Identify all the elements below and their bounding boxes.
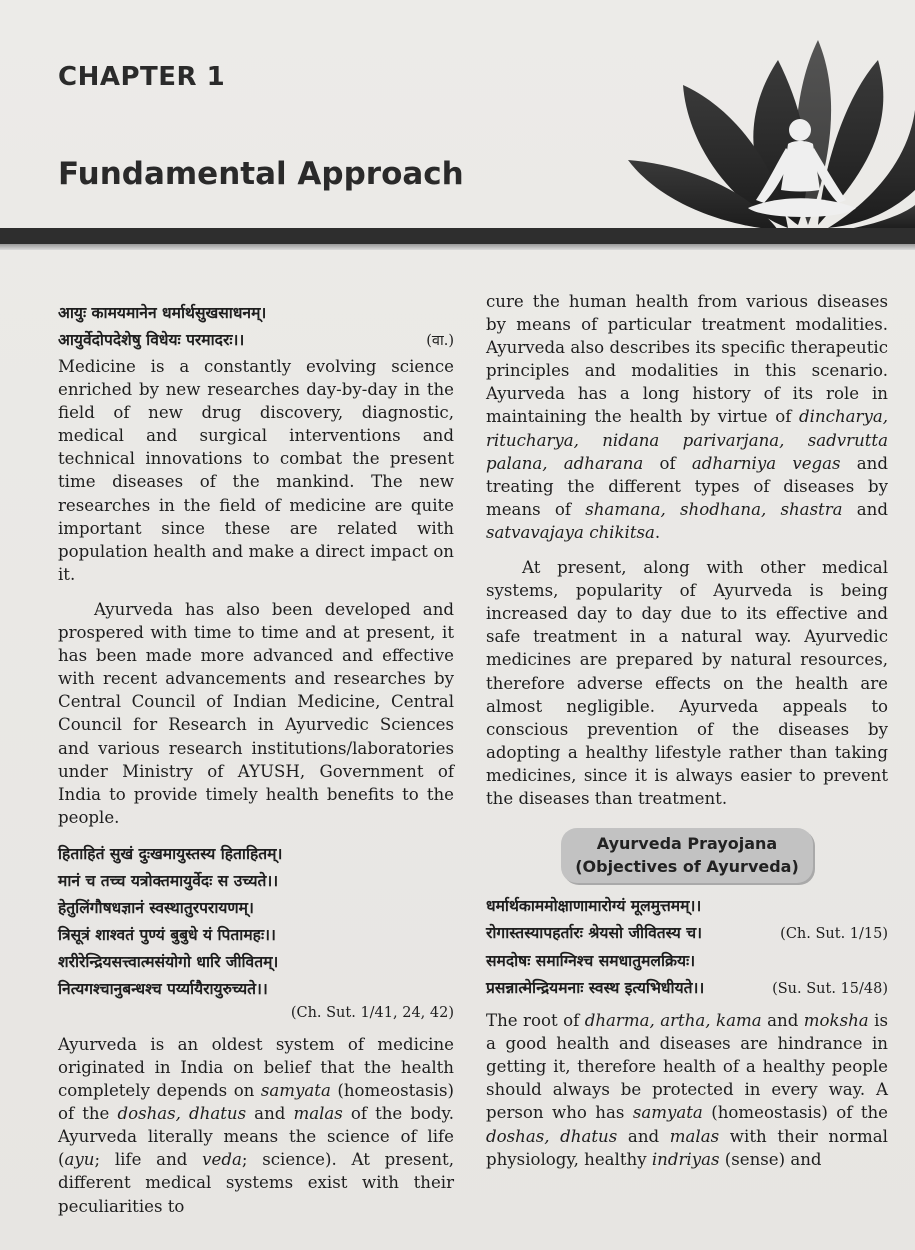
chapter-title: Fundamental Approach — [58, 156, 464, 192]
verse-line: धर्मार्थकाममोक्षाणामारोग्यं मूलमुत्तमम्।। — [486, 897, 702, 916]
lotus-meditation-icon — [628, 40, 915, 230]
header-divider-bar — [0, 228, 915, 244]
verse-reference: (वा.) — [426, 333, 454, 349]
verse-line: रोगास्तस्यापहर्तारः श्रेयसो जीवितस्य च। — [486, 924, 703, 943]
verse-line: त्रिसूत्रं शाश्वतं पुण्यं बुबुधे यं पितामहः।। — [58, 925, 276, 944]
sanskrit-verse-3 — [486, 893, 888, 1003]
verse-line: हिताहितं सुखं दुःखमायुस्तस्य हिताहितम्। — [58, 844, 283, 863]
verse-reference: (Ch. Sut. 1/15) — [780, 926, 888, 943]
verse-line: मानं च तच्च यत्रोक्तमायुर्वेदः स उच्यते।। — [58, 871, 279, 890]
paragraph: At present, along with other medical systems, popularity of Ayurveda is being increased day to day due to its effective and safe treatment in a natural way. Ayurvedic medicines are prepared by natural resources, therefore adverse effects on the health are almost negligible. Ayurveda appeals to conscious prevention of the diseases by adopting a healthy lifestyle rather than taking medicines, since it is always easier to prevent the diseases than treatment. — [486, 558, 888, 808]
section-heading: Ayurveda Prayojana (Objectives of Ayurveda) — [561, 828, 813, 883]
paragraph: Ayurveda is an oldest system of medicine originated in India on belief that the health completely depends on samyata (homeostasis) of the doshas, dhatus and malas of the body. Ayurveda literally means the science of life (ayu; life and veda; science). At present, different medical systems exist with their peculiarities to — [58, 1034, 454, 1216]
paragraph: The root of dharma, artha, kama and moksha is a good health and diseases are hindrance in getting it, therefore health of a healthy people should always be protected in every way. A person who has samyata (homeostasis) of the doshas, dhatus and malas with their normal physiology, healthy indriyas (sense) and — [486, 1011, 889, 1169]
verse-line: नित्यगश्चानुबन्धश्च पर्य्यायैरायुरुच्यते।। — [58, 979, 268, 998]
sanskrit-verse-1 — [58, 300, 454, 355]
sanskrit-verse-2 — [58, 841, 454, 1003]
verse-line: प्रसन्नात्मेन्द्रियमनाः स्वस्थ इत्यभिधीयते।। — [486, 979, 705, 998]
verse-line: आयुर्वेदोपदेशेषु विधेयः परमादरः।। — [58, 331, 245, 349]
verse-reference: (Ch. Sut. 1/41, 24, 42) — [290, 1004, 454, 1021]
verse-line: समदोषः समाग्निश्च समधातुमलक्रियः। — [486, 952, 696, 971]
verse-reference: (Su. Sut. 15/48) — [772, 981, 888, 998]
header-divider-shadow — [0, 244, 915, 250]
chapter-label: CHAPTER 1 — [58, 62, 226, 92]
verse-line: शरीरेन्द्रियसत्त्वात्मसंयोगो धारि जीवितम्। — [58, 952, 279, 971]
paragraph: Ayurveda has also been developed and prospered with time to time and at present, it has been made more advanced and effective with recent advancements and researches by Central Council of Indian Medicine, Central Council for Research in Ayurvedic Sciences and various research institutions/laboratories under Ministry of AYUSH, Government of India to provide timely health benefits to the people. — [58, 599, 454, 827]
right-column — [486, 290, 888, 1171]
paragraph: Medicine is a constantly evolving science enriched by new researches day-by-day in the field of new drug discovery, diagnostic, medical and surgical interventions and technical innovations to combat the present time diseases of the mankind. The new researches in the field of medicine are quite important since these are related with population health and make a direct impact on it. — [58, 357, 454, 584]
paragraph: cure the human health from various diseases by means of particular treatment modalities. Ayurveda also describes its specific therapeutic principles and modalities in this scenario. Ayurveda has a long history of its role in maintaining the health by virtue of dincharya, ritucharya, nidana parivarjana, sadvrutta palana, adharana of adharniya vegas and treating the different types of diseases by means of shamana, shodhana, shastra and satvavajaya chikitsa. — [486, 292, 888, 542]
verse-line: हेतुलिंगौषधज्ञानं स्वस्थातुरपरायणम्। — [58, 898, 254, 917]
verse-line: आयुः कामयमानेन धर्मार्थसुखसाधनम्। — [58, 304, 267, 322]
left-column — [58, 300, 454, 1218]
